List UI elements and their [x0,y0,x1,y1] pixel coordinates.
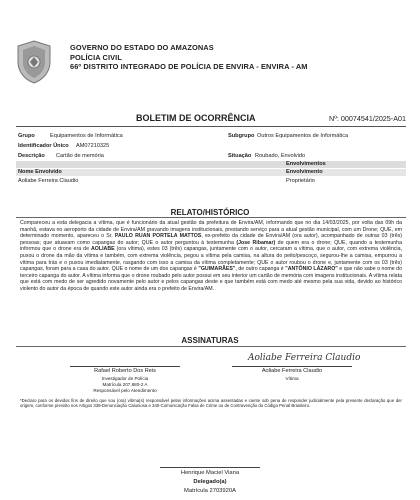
victim-name-signed: Aoliabe Ferreira Claudio [261,368,323,374]
delegado-matricula: Matrícula 2703920A [184,488,236,494]
left-signature-line [70,366,180,367]
delegado-role: Delegado(a) [193,479,227,485]
id-label: Identificador Único [18,143,69,149]
subgrupo-value: Outros Equipamentos de Informática [257,133,349,139]
header-line-police: POLÍCIA CIVIL [70,52,122,62]
grupo-value: Equipamentos de Informática [50,133,123,139]
grupo-label: Grupo [18,133,35,139]
id-value: AM07210325 [76,143,110,149]
declaration-footnote: *Declaro para os devidos fins de direito que sou (ora) vítima(s) responsável pelas informações acima assentadas e ciente sob pena de responder judicialmente pela presente declaração que der origem, conforme previsto nos Artigos 339-Denunciação Caluniosa e 340-Comunicação Falsa de Crime ou de Contravenção do Código Penal Brasileiro. [20,398,402,409]
envolvimentos-section-label: Envolvimentos [286,161,326,167]
accomplice-name-1: "GUIMARÃES" [198,266,236,273]
report-title: BOLETIM DE OCORRÊNCIA [136,113,256,123]
descricao-label: Descrição [18,153,45,159]
relato-text: Compareceu a esta delegacia a vítima, que é funcionário da atual gestão da prefeitura de Envira/AM, informando que no dia 14/03/2025, por volta das 09h da manhã, estava no aeroporto da cidade de Envira/AM gravando imagens institucionais, prestando serviço para a atual gestão municipal, com um Drone; QUE, em determinado momento, apareceu o Sr. PAULO RUAN PORTELA MATTOS, ex-prefeito da cidade de Envira/AM (ora autor), acompanhado de outras 03 (três) pessoas; que atuavam como capangas do autor; QUE o autor perguntou à testemunha (Jose Ribamar) de quem era o drone; QUE, quando a testemunha informou que o drone era de AOLIABE (ora vítima), estes 03 (três) capangas, juntamente com o autor, cercaram a vítima, que o autor, com extrema violência, puxou o drone da mão da vítima e também, com extrema violência, pegou a vítima pela camisa, na altura do peito/pescoço, segurou-lhe a camisa, empurrou a vítima para trás e o puxou imediatamente, rasgando com isso a camisa da vítima completamente; QUE o autor roubou o drone e, juntamente com os 03 (três) capangas, foram para a casa do autor. QUE o nome de um dos capangas é "GUIMARÃES", de outro capanga é "ANTÔNIO LÁZARO" e que não sabe o nome do terceiro capanga do autor. A vítima informa que o drone roubado pelo autor possui em seu interior um cartão de memória com imagens institucionais. A vítima relata que está com medo de ser agredido novamente pelo autor e pelos capangas deste e que também está com medo até mesmo pela sua vida, devido ao histórico violento do autor da época de quando este autor ainda era o prefeito de Envira/AM. [20,220,403,292]
situacao-value: Roubado, Envolvido [255,153,306,159]
report-number: Nº: 00074541/2025-A01 [329,114,406,123]
assinaturas-title: ASSINATURAS [181,336,239,345]
accomplice-name-2: "ANTÔNIO LÁZARO" [285,266,338,273]
investigator-responsibility: Responsável pelo Atendimento [93,388,157,393]
victim-name: AOLIABE [91,246,115,253]
header-line-government: GOVERNO DO ESTADO DO AMAZONAS [70,43,214,52]
assinaturas-divider [16,346,406,347]
envolvido-nome: Aoliabe Ferreira Claudio [18,178,79,184]
header-line-district: 66º DISTRITO INTEGRADO DE POLÍCIA DE ENVIRA - ENVIRA - AM [70,62,308,71]
delegado-name: Henrique Maciel Viana [180,470,240,476]
subgrupo-label: Subgrupo [228,133,255,139]
descricao-value: Cartão de memória [56,153,104,159]
report-title-row [16,110,406,127]
suspect-name: PAULO RUAN PORTELA MATTOS [114,233,202,240]
envolvido-papel: Proprietário [286,178,315,184]
victim-role: Vítima [285,376,299,381]
relato-title: RELATO/HISTÓRICO [170,208,250,217]
envolvimentos-header-row [16,169,406,176]
investigator-name: Rafael Roberto Dos Reis [94,368,156,374]
nome-envolvido-header: Nome Envolvido [18,169,62,175]
victim-signature: Aoliabe Ferreira Claudio [248,353,361,363]
situacao-label: Situação [228,153,252,159]
relato-divider [16,217,406,218]
header-block [70,43,400,72]
right-signature-line [232,366,352,367]
investigator-matricula: Matrícula 207.880-2 A [102,382,148,387]
police-seal-icon [16,40,52,84]
witness-name: (Jose Ribamar) [236,239,276,246]
envolvimento-header: Envolvimento [286,169,323,175]
delegado-signature-line [160,467,260,468]
investigator-role: Investigador de Polícia [101,376,149,381]
envolvimentos-bar [16,161,406,168]
